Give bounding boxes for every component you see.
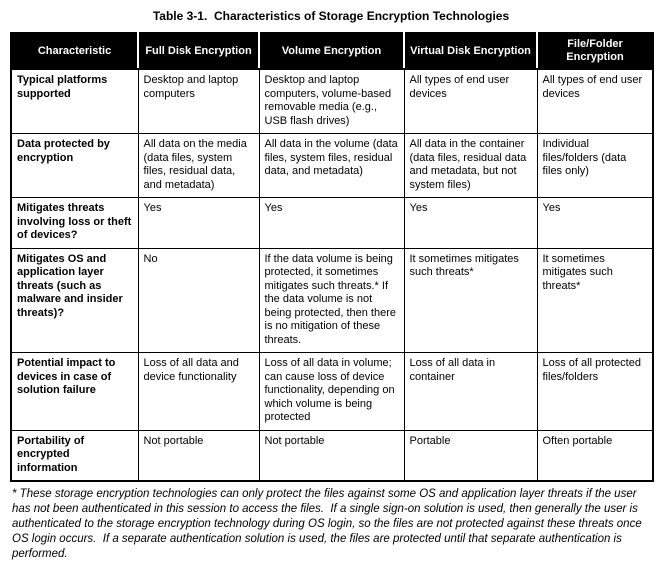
- table-cell: Not portable: [259, 430, 404, 481]
- col-header-full-disk-encryption: Full Disk Encryption: [138, 33, 259, 69]
- table-cell: Individual files/folders (data files only): [537, 134, 653, 198]
- table-cell: All types of end user devices: [537, 69, 653, 134]
- header-row: [11, 33, 653, 69]
- table-cell: Loss of all data in container: [404, 353, 537, 431]
- storage-encryption-table: [10, 32, 654, 482]
- row-header: Typical platforms supported: [11, 69, 138, 134]
- table-row-typical-platforms: [11, 69, 653, 134]
- table-cell: Loss of all protected files/folders: [537, 353, 653, 431]
- table-row-potential-impact: [11, 353, 653, 431]
- table-row-portability: [11, 430, 653, 481]
- table-cell: It sometimes mitigates such threats*: [404, 248, 537, 353]
- table-cell: Desktop and laptop computers: [138, 69, 259, 134]
- table-cell: Not portable: [138, 430, 259, 481]
- row-header: Mitigates OS and application layer threats (such as malware and insider threats)?: [11, 248, 138, 353]
- col-header-file-folder-encryption: File/Folder Encryption: [537, 33, 653, 69]
- table-row-mitigates-os-threats: [11, 248, 653, 353]
- row-header: Mitigates threats involving loss or theft of devices?: [11, 198, 138, 249]
- row-header: Portability of encrypted information: [11, 430, 138, 481]
- table-cell: All data in the container (data files, residual data and metadata, but not system files): [404, 134, 537, 198]
- table-footnote: * These storage encryption technologies can only protect the files against some OS and application layer threats if the user has not been authenticated in this session to access the files. If a single sign-on solution is used, then generally the user is authenticated to the storage encryption technology during OS login, so the files are not protected against these threats once OS login occurs. If a separate authentication solution is used, the files are protected until that separate authentication is performed.: [12, 488, 645, 560]
- table-cell: Yes: [259, 198, 404, 249]
- table-cell: Yes: [138, 198, 259, 249]
- table-cell: Yes: [537, 198, 653, 249]
- table-cell: No: [138, 248, 259, 353]
- table-cell: All data on the media (data files, system files, residual data, and metadata): [138, 134, 259, 198]
- table-caption: Table 3-1. Characteristics of Storage Encryption Technologies: [152, 9, 510, 23]
- table-cell: Desktop and laptop computers, volume-based removable media (e.g., USB flash drives): [259, 69, 404, 134]
- table-cell: Loss of all data and device functionality: [138, 353, 259, 431]
- table-row-data-protected: [11, 134, 653, 198]
- col-header-virtual-disk-encryption: Virtual Disk Encryption: [404, 33, 537, 69]
- table-cell: All data in the volume (data files, system files, residual data, and metadata): [259, 134, 404, 198]
- table-cell: All types of end user devices: [404, 69, 537, 134]
- col-header-characteristic: Characteristic: [11, 33, 138, 69]
- table-cell: Portable: [404, 430, 537, 481]
- table-row-mitigates-loss-theft: [11, 198, 653, 249]
- table-cell: Loss of all data in volume; can cause loss of device functionality, depending on which volume is being protected: [259, 353, 404, 431]
- row-header: Potential impact to devices in case of solution failure: [11, 353, 138, 431]
- table-cell: It sometimes mitigates such threats*: [537, 248, 653, 353]
- table-cell: Yes: [404, 198, 537, 249]
- table-cell: Often portable: [537, 430, 653, 481]
- row-header: Data protected by encryption: [11, 134, 138, 198]
- col-header-volume-encryption: Volume Encryption: [259, 33, 404, 69]
- table-cell: If the data volume is being protected, it sometimes mitigates such threats.* If the data volume is not being protected, then there is no mitigation of these threats.: [259, 248, 404, 353]
